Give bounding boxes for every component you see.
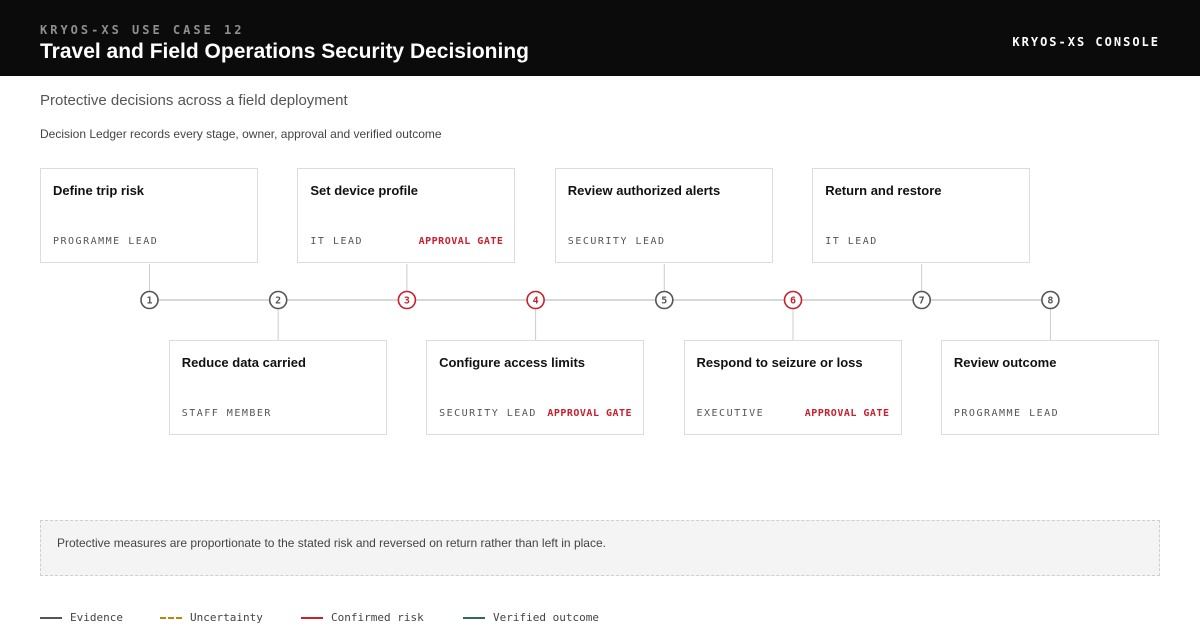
page-title: Travel and Field Operations Security Decisioning [40,40,529,63]
stage-card-4[interactable] [426,340,644,435]
stage-card-6[interactable] [684,340,902,435]
stage-card-7[interactable] [812,168,1030,263]
stage-card-8[interactable] [941,340,1159,435]
stage-node-2 [270,292,287,309]
legend-label: Evidence [70,611,123,624]
stage-owner: PROGRAMME LEAD [53,236,159,247]
stage-node-1 [141,292,158,309]
stage-node-4 [527,292,544,309]
legend-swatch [463,617,485,619]
stage-owner: IT LEAD [310,236,364,247]
callout-text: Protective measures are proportionate to the stated risk and reversed on return rather than left in place. [57,536,606,550]
stage-node-3 [398,292,415,309]
legend-label: Uncertainty [190,611,263,624]
stage-owner: EXECUTIVE [696,408,765,419]
legend-swatch [301,617,323,619]
stage-node-number: 2 [275,295,282,307]
stage-title: Return and restore [825,183,942,198]
console-label: KRYOS-XS CONSOLE [1012,35,1160,49]
stage-card-1[interactable] [40,168,258,263]
stage-owner: STAFF MEMBER [181,408,272,419]
stage-node-number: 1 [146,295,153,307]
stage-title: Review authorized alerts [567,183,721,198]
stage-node-6 [785,292,802,309]
legend-swatch [40,617,62,619]
approval-gate-badge: APPROVAL GATE [547,408,633,419]
legend-swatch [160,617,182,619]
stage-owner: IT LEAD [825,236,878,247]
stage-title: Review outcome [953,355,1057,370]
stage-title: Reduce data carried [181,355,306,370]
stage-node-number: 8 [1047,295,1054,307]
stage-owner: PROGRAMME LEAD [953,408,1060,419]
stage-node-number: 6 [789,295,797,307]
legend-label: Verified outcome [493,611,599,624]
stage-owner: SECURITY LEAD [567,236,666,247]
stage-card-5[interactable] [555,168,773,263]
stage-node-number: 7 [918,295,925,307]
stage-node-7 [913,292,930,309]
ledger-note: Decision Ledger records every stage, owner, approval and verified outcome [40,127,442,141]
stage-node-number: 3 [403,295,410,307]
legend-label: Confirmed risk [331,611,424,624]
approval-gate-badge: APPROVAL GATE [418,236,504,247]
stage-title: Define trip risk [53,183,145,198]
use-case-label: KRYOS-XS USE CASE 12 [40,23,245,37]
approval-gate-badge: APPROVAL GATE [804,408,890,419]
stage-card-3[interactable] [297,168,515,263]
subtitle: Protective decisions across a field deployment [40,92,348,109]
stage-node-number: 5 [661,295,668,307]
stage-owner: SECURITY LEAD [439,408,537,419]
stage-node-5 [656,292,673,309]
stage-node-8 [1042,292,1059,309]
principle-callout [40,520,1160,576]
stage-node-number: 4 [532,295,539,307]
stage-card-2[interactable] [169,340,387,435]
stage-title: Set device profile [310,183,419,198]
stage-title: Respond to seizure or loss [696,355,863,370]
stage-title: Configure access limits [439,355,586,370]
